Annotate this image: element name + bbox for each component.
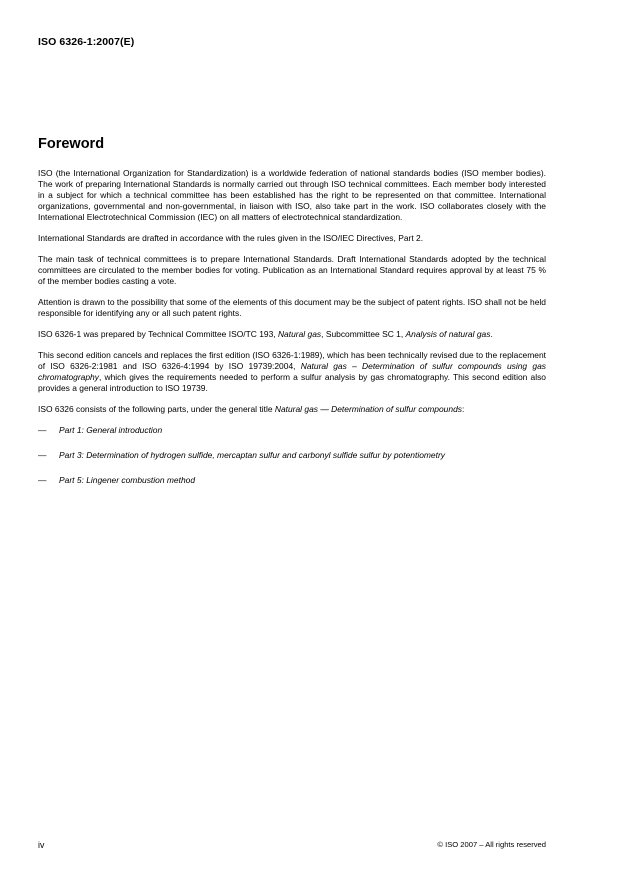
dash-bullet: —	[38, 475, 47, 485]
copyright-notice: © ISO 2007 – All rights reserved	[437, 840, 546, 849]
paragraph-committees: The main task of technical committees is to prepare International Standards. Draft International Standards adopted by the technical committees are circulated to the member bodies for voting. Publication as an International Standard requires approval by at least 75 % of the member bodies casting a vote.	[38, 254, 546, 286]
page-number: iv	[38, 840, 45, 850]
dash-bullet: —	[38, 450, 47, 460]
list-item	[38, 475, 546, 486]
list-item	[38, 450, 546, 461]
parts-list	[38, 425, 546, 486]
paragraph-patent: Attention is drawn to the possibility that some of the elements of this document may be the subject of patent rights. ISO shall not be held responsible for identifying any or all such patent rights.	[38, 297, 546, 318]
part-label: Part 1: General introduction	[59, 425, 163, 435]
foreword-body	[38, 168, 546, 500]
paragraph-edition: This second edition cancels and replaces the first edition (ISO 6326-1:1989), which has been technically revised due to the replacement of ISO 6326-2:1981 and ISO 6326-4:1994 by ISO 19739:2004, Natural gas – Determination of sulfur compounds using gas chromatography, which gives the requirements needed to perform a sulfur analysis by gas chromatography. This second edition also provides a general introduction to ISO 19739.	[38, 350, 546, 393]
list-item	[38, 425, 546, 436]
document-identifier: ISO 6326-1:2007(E)	[38, 36, 135, 48]
paragraph-parts-intro: ISO 6326 consists of the following parts, under the general title Natural gas — Determination of sulfur compounds:	[38, 404, 465, 414]
part-label: Part 3: Determination of hydrogen sulfide, mercaptan sulfur and carbonyl sulfide sulfur by potentiometry	[59, 450, 445, 460]
paragraph-prepared-by: ISO 6326-1 was prepared by Technical Committee ISO/TC 193, Natural gas, Subcommittee SC 1, Analysis of natural gas.	[38, 329, 493, 339]
part-label: Part 5: Lingener combustion method	[59, 475, 196, 485]
section-title: Foreword	[38, 136, 105, 152]
paragraph-iso-intro: ISO (the International Organization for Standardization) is a worldwide federation of national standards bodies (ISO member bodies). The work of preparing International Standards is normally carried out through ISO technical committees. Each member body interested in a subject for which a technical committee has been established has the right to be represented on that committee. International organizations, governmental and non-governmental, in liaison with ISO, also take part in the work. ISO collaborates closely with the International Electrotechnical Commission (IEC) on all matters of electrotechnical standardization.	[38, 168, 546, 222]
paragraph-directives: International Standards are drafted in accordance with the rules given in the ISO/IEC Directives, Part 2.	[38, 233, 424, 243]
dash-bullet: —	[38, 425, 47, 435]
